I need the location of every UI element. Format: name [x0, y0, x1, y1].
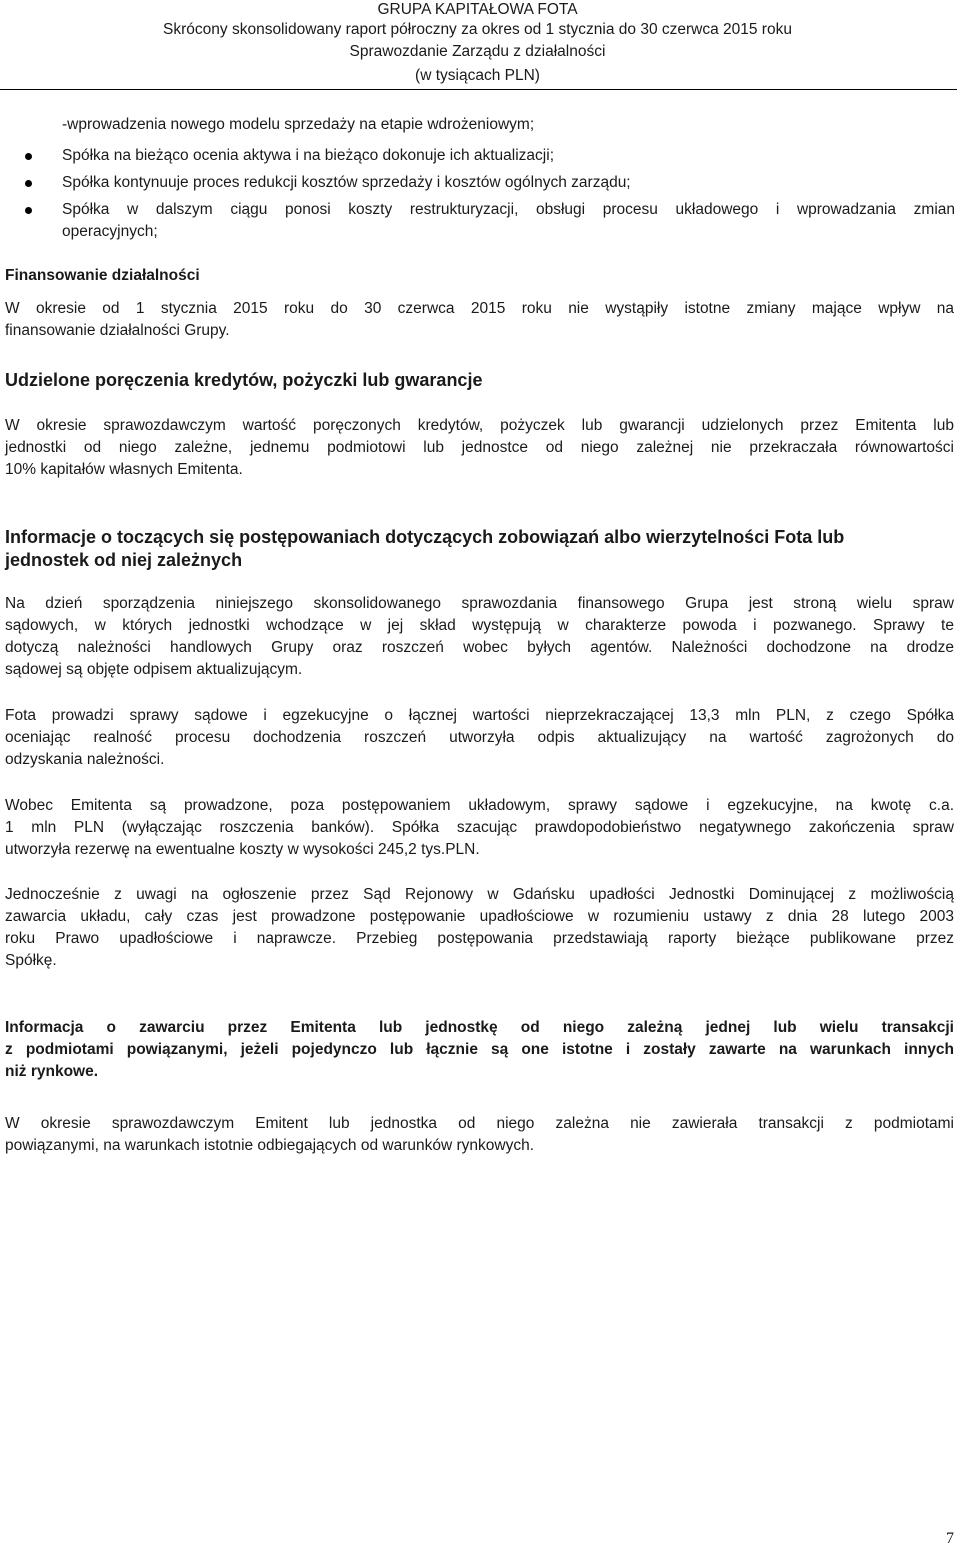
- proceedings-paragraph-3: Wobec Emitenta są prowadzone, poza postępowaniem układowym, sprawy sądowe i egzekucyjne, na kwotę c.a. 1 mln PLN (wyłączając roszczenia banków). Spółka szacując prawdopodobieństwo negatywnego zakończenia spraw utworzyła rezerwę na ewentualne koszty w wysokości 245,2 tys.PLN.: [5, 797, 954, 858]
- bullet-icon: [25, 180, 32, 187]
- guarantees-paragraph: W okresie sprawozdawczym wartość poręczonych kredytów, pożyczek lub gwarancji udzielonych przez Emitenta lub jednostki od niego zależne, jednemu podmiotowi lub jednostce od niego zależnej nie przekraczała równowartości 10% kapitałów własnych Emitenta.: [5, 417, 954, 478]
- header-company: GRUPA KAPITAŁOWA FOTA: [377, 1, 578, 18]
- list-item-text: Spółka w dalszym ciągu ponosi koszty restrukturyzacji, obsługi procesu układowego i wprowadzania zmian operacyjnych;: [62, 201, 955, 240]
- list-item-text: Spółka kontynuuje proces redukcji kosztów sprzedaży i kosztów ogólnych zarządu;: [62, 174, 631, 191]
- financing-heading: Finansowanie działalności: [5, 267, 200, 284]
- transactions-heading: Informacja o zawarciu przez Emitenta lub jednostkę od niego zależną jednej lub wielu transakcji z podmiotami powiązanymi, jeżeli pojedynczo lub łącznie są one istotne i zostały zawarte na warunkach innych niż rynkowe.: [5, 1019, 954, 1080]
- header-section: Sprawozdanie Zarządu z działalności: [349, 43, 606, 60]
- bullet-icon: [25, 207, 32, 214]
- header-report-title: Skrócony skonsolidowany raport półroczny za okres od 1 stycznia do 30 czerwca 2015 roku: [163, 21, 792, 38]
- list-intro-text: -wprowadzenia nowego modelu sprzedaży na etapie wdrożeniowym;: [62, 116, 535, 133]
- list-item-text: Spółka na bieżąco ocenia aktywa i na bieżąco dokonuje ich aktualizacji;: [62, 147, 554, 164]
- header-divider: [0, 89, 957, 90]
- bullet-icon: [25, 153, 32, 160]
- transactions-paragraph: W okresie sprawozdawczym Emitent lub jednostka od niego zależna nie zawierała transakcji z podmiotami powiązanymi, na warunkach istotnie odbiegających od warunków rynkowych.: [5, 1115, 954, 1154]
- financing-paragraph: W okresie od 1 stycznia 2015 roku do 30 czerwca 2015 roku nie wystąpiły istotne zmiany mające wpływ na finansowanie działalności Grupy.: [5, 300, 954, 339]
- header-units: (w tysiącach PLN): [415, 67, 540, 84]
- proceedings-paragraph-1: Na dzień sporządzenia niniejszego skonsolidowanego sprawozdania finansowego Grupa jest stroną wielu spraw sądowych, w których jednostki wchodzące w jej skład występują w charakterze powoda i pozwanego. Sprawy te dotyczą należności handlowych Grupy oraz roszczeń wobec byłych agentów. Należności dochodzone na drodze sądowej są objęte odpisem aktualizującym.: [5, 595, 954, 678]
- proceedings-paragraph-4: Jednocześnie z uwagi na ogłoszenie przez Sąd Rejonowy w Gdańsku upadłości Jednostki Dominującej z możliwością zawarcia układu, cały czas jest prowadzone postępowanie upadłościowe w rozumieniu ustawy z dnia 28 lutego 2003 roku Prawo upadłościowe i naprawcze. Przebieg postępowania przedstawiają raporty bieżące publikowane przez Spółkę.: [5, 886, 954, 969]
- proceedings-paragraph-2: Fota prowadzi sprawy sądowe i egzekucyjne o łącznej wartości nieprzekraczającej 13,3 mln PLN, z czego Spółka oceniając realność procesu dochodzenia roszczeń utworzyła odpis aktualizujący na wartość zagrożonych do odzyskania należności.: [5, 707, 954, 768]
- guarantees-heading: Udzielone poręczenia kredytów, pożyczki lub gwarancje: [5, 370, 483, 390]
- proceedings-heading: Informacje o toczących się postępowaniach dotyczących zobowiązań albo wierzytelności Fota lub jednostek od niej zależnych: [5, 527, 845, 570]
- page-number: 7: [946, 1530, 954, 1547]
